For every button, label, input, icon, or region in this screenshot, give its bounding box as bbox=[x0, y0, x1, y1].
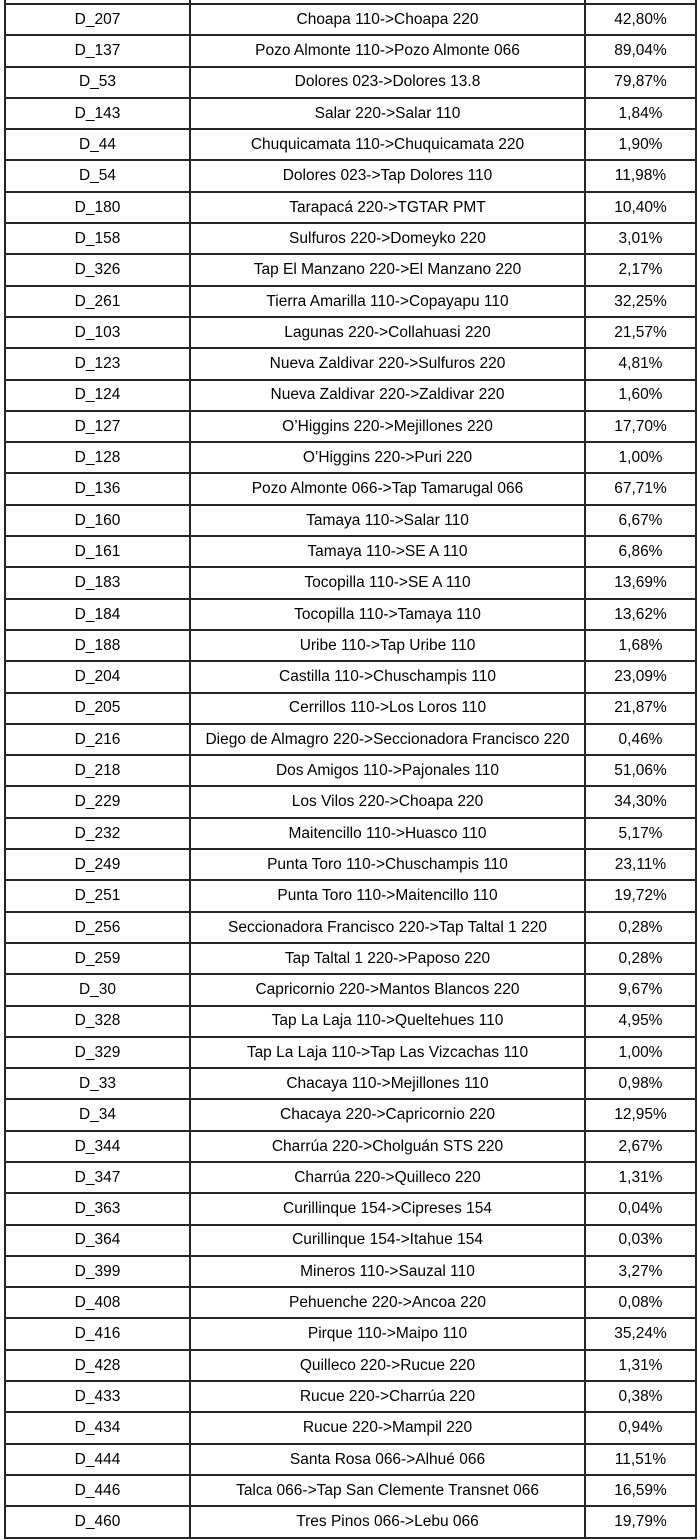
table-row bbox=[5, 1037, 696, 1068]
cell-branch-name: Tocopilla 110->SE A 110 bbox=[190, 567, 585, 598]
cell-branch-name: Tap El Manzano 220->El Manzano 220 bbox=[190, 254, 585, 285]
cell-branch-name: Seccionadora Francisco 220->Tap Taltal 1 220 bbox=[190, 912, 585, 943]
cell-id: D_347 bbox=[5, 1162, 190, 1193]
cell-percentage: 17,70% bbox=[585, 411, 696, 442]
table-row bbox=[5, 1506, 696, 1537]
cell-branch-name: Dolores 023->Tap Dolores 110 bbox=[190, 160, 585, 191]
cell-percentage: 0,38% bbox=[585, 1381, 696, 1412]
cell-percentage: 1,68% bbox=[585, 630, 696, 661]
cell-branch-name: Castilla 110->Chuschampis 110 bbox=[190, 661, 585, 692]
cell-branch-name: Capricornio 220->Mantos Blancos 220 bbox=[190, 974, 585, 1005]
cell-percentage: 11,98% bbox=[585, 160, 696, 191]
cell-branch-name: Pozo Almonte 110->Pozo Almonte 066 bbox=[190, 35, 585, 66]
cell-id: D_127 bbox=[5, 411, 190, 442]
table-row bbox=[5, 505, 696, 536]
table-row bbox=[5, 1006, 696, 1037]
cell-branch-name: Quilleco 220->Rucue 220 bbox=[190, 1350, 585, 1381]
cell-id: D_328 bbox=[5, 1006, 190, 1037]
cell-branch-name: Tap La Laja 110->Tap Las Vizcachas 110 bbox=[190, 1037, 585, 1068]
cell-branch-name: O’Higgins 220->Puri 220 bbox=[190, 442, 585, 473]
table-row bbox=[5, 442, 696, 473]
cell-branch-name: Tres Pinos 066->Lebu 066 bbox=[190, 1506, 585, 1537]
cell-percentage: 0,94% bbox=[585, 1412, 696, 1443]
cell-percentage: 13,62% bbox=[585, 599, 696, 630]
cell-percentage: 23,09% bbox=[585, 661, 696, 692]
cell-id: D_188 bbox=[5, 630, 190, 661]
cell-percentage: 23,11% bbox=[585, 849, 696, 880]
table-row bbox=[5, 35, 696, 66]
table-row bbox=[5, 724, 696, 755]
cell-id: D_363 bbox=[5, 1193, 190, 1224]
table-row bbox=[5, 67, 696, 98]
cell-id: D_249 bbox=[5, 849, 190, 880]
cell-percentage: 35,24% bbox=[585, 1318, 696, 1349]
table-row bbox=[5, 473, 696, 504]
table-row bbox=[5, 912, 696, 943]
cell-id: D_103 bbox=[5, 317, 190, 348]
cell-percentage: 1,90% bbox=[585, 129, 696, 160]
cell-percentage: 13,69% bbox=[585, 567, 696, 598]
cell-id: D_204 bbox=[5, 661, 190, 692]
cell-percentage: 16,59% bbox=[585, 1475, 696, 1506]
cell-id: D_364 bbox=[5, 1225, 190, 1256]
cell-branch-name: Mineros 110->Sauzal 110 bbox=[190, 1256, 585, 1287]
cell-percentage: 1,00% bbox=[585, 1037, 696, 1068]
table-row bbox=[5, 1287, 696, 1318]
table-row bbox=[5, 1444, 696, 1475]
table-row bbox=[5, 943, 696, 974]
table-row bbox=[5, 1350, 696, 1381]
cell-percentage: 0,28% bbox=[585, 912, 696, 943]
table-row bbox=[5, 1475, 696, 1506]
cell-percentage: 11,51% bbox=[585, 1444, 696, 1475]
cell-percentage: 42,80% bbox=[585, 4, 696, 35]
cell-percentage: 4,81% bbox=[585, 348, 696, 379]
cell-branch-name: O’Higgins 220->Mejillones 220 bbox=[190, 411, 585, 442]
cell-percentage: 19,72% bbox=[585, 880, 696, 911]
cell-id: D_261 bbox=[5, 286, 190, 317]
cell-branch-name: Tap La Laja 110->Queltehues 110 bbox=[190, 1006, 585, 1037]
cell-percentage: 21,57% bbox=[585, 317, 696, 348]
table-row bbox=[5, 1412, 696, 1443]
cell-id: D_259 bbox=[5, 943, 190, 974]
cell-percentage: 89,04% bbox=[585, 35, 696, 66]
cell-percentage: 12,95% bbox=[585, 1099, 696, 1130]
cell-percentage: 0,04% bbox=[585, 1193, 696, 1224]
cell-id: D_229 bbox=[5, 786, 190, 817]
cell-branch-name: Tamaya 110->Salar 110 bbox=[190, 505, 585, 536]
cell-id: D_180 bbox=[5, 192, 190, 223]
cell-id: D_158 bbox=[5, 223, 190, 254]
cell-id: D_124 bbox=[5, 380, 190, 411]
cell-percentage: 3,27% bbox=[585, 1256, 696, 1287]
cell-id: D_326 bbox=[5, 254, 190, 285]
cell-percentage: 0,28% bbox=[585, 943, 696, 974]
cell-id: D_33 bbox=[5, 1068, 190, 1099]
cell-percentage: 34,30% bbox=[585, 786, 696, 817]
cell-branch-name: Chuquicamata 110->Chuquicamata 220 bbox=[190, 129, 585, 160]
cell-branch-name: Pozo Almonte 066->Tap Tamarugal 066 bbox=[190, 473, 585, 504]
cell-id: D_44 bbox=[5, 129, 190, 160]
cell-branch-name: Sulfuros 220->Domeyko 220 bbox=[190, 223, 585, 254]
cell-branch-name: Charrúa 220->Cholguán STS 220 bbox=[190, 1131, 585, 1162]
table-row bbox=[5, 818, 696, 849]
cell-percentage: 19,79% bbox=[585, 1506, 696, 1537]
cell-branch-name: Punta Toro 110->Maitencillo 110 bbox=[190, 880, 585, 911]
cell-percentage: 4,95% bbox=[585, 1006, 696, 1037]
cell-branch-name: Choapa 110->Choapa 220 bbox=[190, 4, 585, 35]
table-row bbox=[5, 1193, 696, 1224]
cell-id: D_216 bbox=[5, 724, 190, 755]
cell-id: D_205 bbox=[5, 693, 190, 724]
cell-id: D_256 bbox=[5, 912, 190, 943]
cell-percentage: 9,67% bbox=[585, 974, 696, 1005]
cell-percentage: 3,01% bbox=[585, 223, 696, 254]
cell-id: D_160 bbox=[5, 505, 190, 536]
table-row bbox=[5, 254, 696, 285]
cell-branch-name: Santa Rosa 066->Alhué 066 bbox=[190, 1444, 585, 1475]
cell-branch-name: Talca 066->Tap San Clemente Transnet 066 bbox=[190, 1475, 585, 1506]
cell-branch-name: Tocopilla 110->Tamaya 110 bbox=[190, 599, 585, 630]
ratings-table-body bbox=[5, 0, 696, 1538]
cell-percentage: 2,17% bbox=[585, 254, 696, 285]
table-row bbox=[5, 599, 696, 630]
table-row bbox=[5, 98, 696, 129]
table-row bbox=[5, 1099, 696, 1130]
cell-branch-name: Lagunas 220->Collahuasi 220 bbox=[190, 317, 585, 348]
cell-percentage: 1,00% bbox=[585, 442, 696, 473]
cell-id: D_184 bbox=[5, 599, 190, 630]
cell-branch-name: Charrúa 220->Quilleco 220 bbox=[190, 1162, 585, 1193]
cell-percentage: 0,98% bbox=[585, 1068, 696, 1099]
table-row bbox=[5, 630, 696, 661]
table-row bbox=[5, 411, 696, 442]
cell-branch-name: Diego de Almagro 220->Seccionadora Francisco 220 bbox=[190, 724, 585, 755]
table-row bbox=[5, 1381, 696, 1412]
cell-branch-name: Tarapacá 220->TGTAR PMT bbox=[190, 192, 585, 223]
table-row bbox=[5, 661, 696, 692]
cell-branch-name: Rucue 220->Mampil 220 bbox=[190, 1412, 585, 1443]
table-row bbox=[5, 693, 696, 724]
cell-id: D_136 bbox=[5, 473, 190, 504]
cell-branch-name: Dolores 023->Dolores 13.8 bbox=[190, 67, 585, 98]
cell-branch-name: Pehuenche 220->Ancoa 220 bbox=[190, 1287, 585, 1318]
cell-percentage: 0,08% bbox=[585, 1287, 696, 1318]
cell-id: D_428 bbox=[5, 1350, 190, 1381]
table-row bbox=[5, 380, 696, 411]
table-row bbox=[5, 4, 696, 35]
cell-branch-name: Nueva Zaldivar 220->Sulfuros 220 bbox=[190, 348, 585, 379]
cell-percentage: 2,67% bbox=[585, 1131, 696, 1162]
cell-percentage: 1,84% bbox=[585, 98, 696, 129]
cell-id: D_446 bbox=[5, 1475, 190, 1506]
cell-branch-name: Chacaya 220->Capricornio 220 bbox=[190, 1099, 585, 1130]
cell-branch-name: Salar 220->Salar 110 bbox=[190, 98, 585, 129]
cell-id: D_34 bbox=[5, 1099, 190, 1130]
cell-percentage: 21,87% bbox=[585, 693, 696, 724]
cell-id: D_232 bbox=[5, 818, 190, 849]
cell-id: D_433 bbox=[5, 1381, 190, 1412]
table-row bbox=[5, 880, 696, 911]
table-row bbox=[5, 1162, 696, 1193]
cell-branch-name: Curillinque 154->Cipreses 154 bbox=[190, 1193, 585, 1224]
table-row bbox=[5, 1225, 696, 1256]
cell-branch-name: Nueva Zaldivar 220->Zaldivar 220 bbox=[190, 380, 585, 411]
cell-percentage: 1,31% bbox=[585, 1162, 696, 1193]
cell-id: D_434 bbox=[5, 1412, 190, 1443]
ratings-table bbox=[4, 0, 697, 1539]
cell-id: D_123 bbox=[5, 348, 190, 379]
table-row bbox=[5, 348, 696, 379]
cell-id: D_399 bbox=[5, 1256, 190, 1287]
cell-id: D_416 bbox=[5, 1318, 190, 1349]
cell-id: D_183 bbox=[5, 567, 190, 598]
cell-percentage: 5,17% bbox=[585, 818, 696, 849]
cell-id: D_460 bbox=[5, 1506, 190, 1537]
table-row bbox=[5, 567, 696, 598]
cell-id: D_329 bbox=[5, 1037, 190, 1068]
cell-branch-name: Pirque 110->Maipo 110 bbox=[190, 1318, 585, 1349]
table-row bbox=[5, 755, 696, 786]
cell-percentage: 6,67% bbox=[585, 505, 696, 536]
table-row bbox=[5, 786, 696, 817]
table-row bbox=[5, 160, 696, 191]
table-row bbox=[5, 317, 696, 348]
table-row bbox=[5, 192, 696, 223]
cell-percentage: 6,86% bbox=[585, 536, 696, 567]
table-row bbox=[5, 849, 696, 880]
cell-percentage: 1,31% bbox=[585, 1350, 696, 1381]
cell-id: D_30 bbox=[5, 974, 190, 1005]
cell-percentage: 0,46% bbox=[585, 724, 696, 755]
cell-id: D_344 bbox=[5, 1131, 190, 1162]
cell-id: D_54 bbox=[5, 160, 190, 191]
table-row bbox=[5, 129, 696, 160]
cell-id: D_53 bbox=[5, 67, 190, 98]
table-row bbox=[5, 286, 696, 317]
cell-percentage: 67,71% bbox=[585, 473, 696, 504]
cell-id: D_444 bbox=[5, 1444, 190, 1475]
cell-percentage: 51,06% bbox=[585, 755, 696, 786]
cell-percentage: 1,60% bbox=[585, 380, 696, 411]
cell-branch-name: Tierra Amarilla 110->Copayapu 110 bbox=[190, 286, 585, 317]
cell-id: D_137 bbox=[5, 35, 190, 66]
cell-branch-name: Punta Toro 110->Chuschampis 110 bbox=[190, 849, 585, 880]
cell-percentage: 79,87% bbox=[585, 67, 696, 98]
cell-id: D_128 bbox=[5, 442, 190, 473]
table-row bbox=[5, 974, 696, 1005]
cell-id: D_408 bbox=[5, 1287, 190, 1318]
cell-id: D_207 bbox=[5, 4, 190, 35]
cell-branch-name: Tap Taltal 1 220->Paposo 220 bbox=[190, 943, 585, 974]
cell-id: D_143 bbox=[5, 98, 190, 129]
cell-branch-name: Los Vilos 220->Choapa 220 bbox=[190, 786, 585, 817]
cell-branch-name: Curillinque 154->Itahue 154 bbox=[190, 1225, 585, 1256]
cell-branch-name: Maitencillo 110->Huasco 110 bbox=[190, 818, 585, 849]
cell-id: D_161 bbox=[5, 536, 190, 567]
cell-percentage: 32,25% bbox=[585, 286, 696, 317]
table-row bbox=[5, 1256, 696, 1287]
cell-percentage: 0,03% bbox=[585, 1225, 696, 1256]
table-row bbox=[5, 536, 696, 567]
cell-percentage: 10,40% bbox=[585, 192, 696, 223]
cell-branch-name: Chacaya 110->Mejillones 110 bbox=[190, 1068, 585, 1099]
cell-branch-name: Dos Amigos 110->Pajonales 110 bbox=[190, 755, 585, 786]
table-row bbox=[5, 1318, 696, 1349]
cell-id: D_251 bbox=[5, 880, 190, 911]
table-row bbox=[5, 1068, 696, 1099]
cell-branch-name: Uribe 110->Tap Uribe 110 bbox=[190, 630, 585, 661]
table-row bbox=[5, 1131, 696, 1162]
cell-branch-name: Cerrillos 110->Los Loros 110 bbox=[190, 693, 585, 724]
cell-branch-name: Rucue 220->Charrúa 220 bbox=[190, 1381, 585, 1412]
cell-branch-name: Tamaya 110->SE A 110 bbox=[190, 536, 585, 567]
table-row bbox=[5, 223, 696, 254]
cell-id: D_218 bbox=[5, 755, 190, 786]
